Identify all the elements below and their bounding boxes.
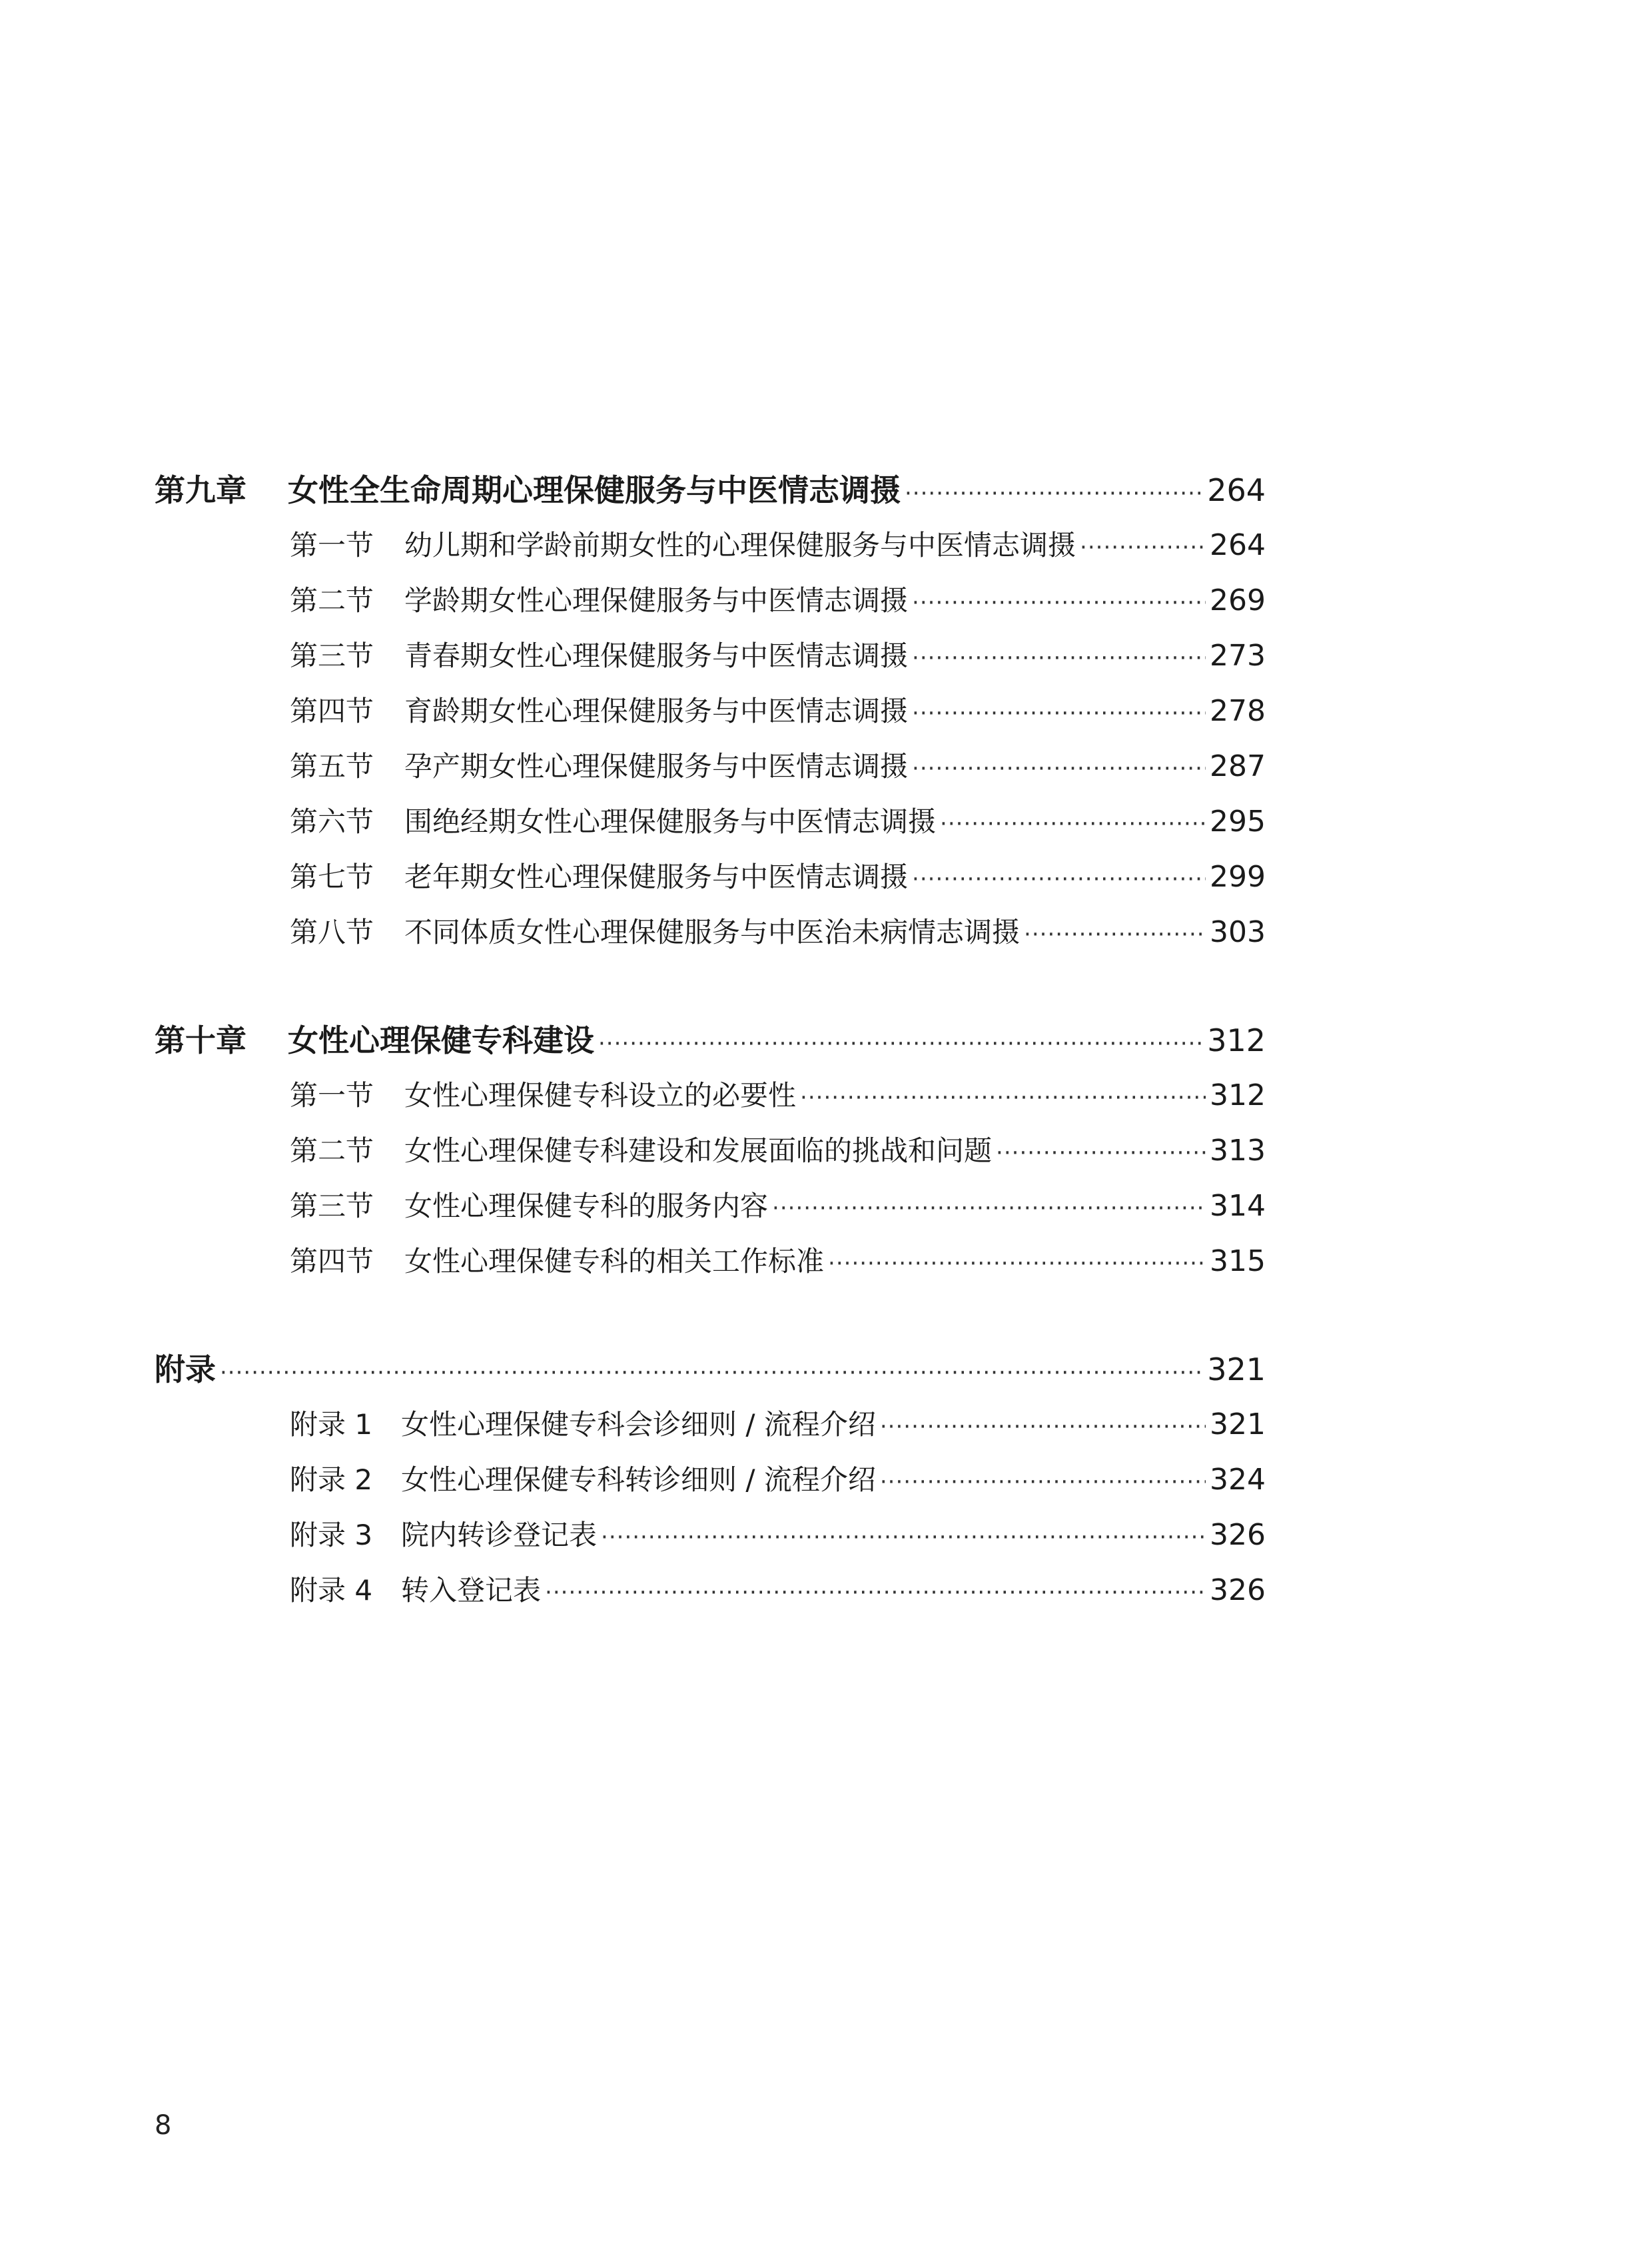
appendix-item-page: 326 (1210, 1573, 1266, 1607)
section-page: 314 (1210, 1189, 1266, 1223)
chapter-page: 264 (1207, 472, 1266, 508)
section-title: 女性心理保健专科的服务内容 (404, 1190, 769, 1222)
section-entry[interactable] (155, 573, 1266, 628)
section-page: 295 (1210, 805, 1266, 839)
dot-leader (828, 1236, 1206, 1289)
section-number: 第八节 (290, 916, 374, 948)
dot-leader (996, 1126, 1206, 1178)
section-number: 第七节 (290, 861, 374, 893)
appendix-number: 附录 2 (290, 1463, 373, 1496)
section-page: 299 (1210, 860, 1266, 894)
section-entry[interactable] (155, 683, 1266, 739)
dot-leader (905, 466, 1203, 518)
appendix-item-title: 院内转诊登记表 (401, 1519, 598, 1551)
chapter-heading[interactable] (155, 463, 1266, 518)
section-title: 育龄期女性心理保健服务与中医情志调摄 (404, 695, 909, 727)
section-entry[interactable] (155, 739, 1266, 794)
appendix (155, 1342, 1266, 1618)
dot-leader (912, 631, 1206, 683)
section-number: 第三节 (290, 639, 374, 672)
section-page: 264 (1210, 528, 1266, 562)
appendix-item-page: 321 (1210, 1407, 1266, 1441)
chapter-9 (155, 463, 1266, 960)
appendix-title: 附录 (155, 1351, 216, 1387)
section-title: 青春期女性心理保健服务与中医情志调摄 (404, 639, 909, 672)
spacer (155, 960, 1266, 1013)
dot-leader (940, 797, 1206, 849)
dot-leader (598, 1016, 1203, 1068)
chapter-title: 女性心理保健专科建设 (288, 1022, 594, 1058)
section-entry[interactable] (155, 1178, 1266, 1234)
section-title: 孕产期女性心理保健服务与中医情志调摄 (404, 750, 909, 783)
table-of-contents (155, 463, 1266, 1618)
section-entry[interactable] (155, 905, 1266, 960)
appendix-number: 附录 1 (290, 1408, 373, 1441)
dot-leader (545, 1565, 1206, 1618)
section-title: 女性心理保健专科建设和发展面临的挑战和问题 (404, 1134, 993, 1167)
appendix-item-title: 女性心理保健专科会诊细则 / 流程介绍 (401, 1408, 876, 1441)
section-title: 不同体质女性心理保健服务与中医治未病情志调摄 (404, 916, 1021, 948)
section-title: 老年期女性心理保健服务与中医情志调摄 (404, 861, 909, 893)
chapter-page: 312 (1207, 1022, 1266, 1058)
appendix-item-page: 326 (1210, 1518, 1266, 1552)
section-number: 第一节 (290, 529, 374, 561)
section-page: 303 (1210, 915, 1266, 949)
section-number: 第六节 (290, 805, 374, 838)
section-number: 第二节 (290, 584, 374, 617)
section-page: 287 (1210, 749, 1266, 783)
section-title: 幼儿期和学龄前期女性的心理保健服务与中医情志调摄 (404, 529, 1076, 561)
dot-leader (601, 1510, 1206, 1563)
appendix-number: 附录 4 (290, 1574, 373, 1607)
section-title: 女性心理保健专科设立的必要性 (404, 1079, 797, 1112)
dot-leader (880, 1399, 1206, 1452)
section-page: 312 (1210, 1078, 1266, 1112)
section-page: 278 (1210, 694, 1266, 728)
section-entry[interactable] (155, 628, 1266, 683)
appendix-number: 附录 3 (290, 1519, 373, 1551)
appendix-entry[interactable] (155, 1563, 1266, 1618)
appendix-page: 321 (1207, 1351, 1266, 1387)
chapter-number: 第十章 (155, 1022, 246, 1058)
section-entry[interactable] (155, 518, 1266, 573)
section-entry[interactable] (155, 794, 1266, 849)
dot-leader (912, 575, 1206, 628)
chapter-number: 第九章 (155, 472, 246, 508)
appendix-item-title: 女性心理保健专科转诊细则 / 流程介绍 (401, 1463, 876, 1496)
dot-leader (912, 852, 1206, 905)
dot-leader (1024, 907, 1206, 960)
chapter-title: 女性全生命周期心理保健服务与中医情志调摄 (288, 472, 901, 508)
section-entry[interactable] (155, 1068, 1266, 1123)
dot-leader (772, 1181, 1206, 1234)
appendix-entry[interactable] (155, 1452, 1266, 1507)
section-page: 315 (1210, 1244, 1266, 1278)
section-number: 第三节 (290, 1190, 374, 1222)
section-number: 第四节 (290, 1245, 374, 1278)
appendix-item-title: 转入登记表 (401, 1574, 542, 1607)
section-number: 第二节 (290, 1134, 374, 1167)
dot-leader (220, 1345, 1203, 1397)
dot-leader (880, 1455, 1206, 1507)
section-entry[interactable] (155, 1123, 1266, 1178)
dot-leader (800, 1070, 1206, 1123)
dot-leader (1080, 520, 1206, 573)
section-title: 围绝经期女性心理保健服务与中医情志调摄 (404, 805, 937, 838)
dot-leader (912, 686, 1206, 739)
dot-leader (912, 741, 1206, 794)
section-entry[interactable] (155, 849, 1266, 905)
appendix-heading[interactable] (155, 1342, 1266, 1397)
section-title: 女性心理保健专科的相关工作标准 (404, 1245, 825, 1278)
section-title: 学龄期女性心理保健服务与中医情志调摄 (404, 584, 909, 617)
chapter-heading[interactable] (155, 1013, 1266, 1068)
section-page: 269 (1210, 583, 1266, 617)
appendix-entry[interactable] (155, 1397, 1266, 1452)
section-number: 第五节 (290, 750, 374, 783)
footer-page-number: 8 (155, 2110, 172, 2141)
section-page: 313 (1210, 1134, 1266, 1168)
section-number: 第四节 (290, 695, 374, 727)
section-page: 273 (1210, 639, 1266, 673)
appendix-entry[interactable] (155, 1507, 1266, 1563)
appendix-item-page: 324 (1210, 1463, 1266, 1497)
section-number: 第一节 (290, 1079, 374, 1112)
section-entry[interactable] (155, 1234, 1266, 1289)
chapter-10 (155, 1013, 1266, 1289)
spacer (155, 1289, 1266, 1342)
